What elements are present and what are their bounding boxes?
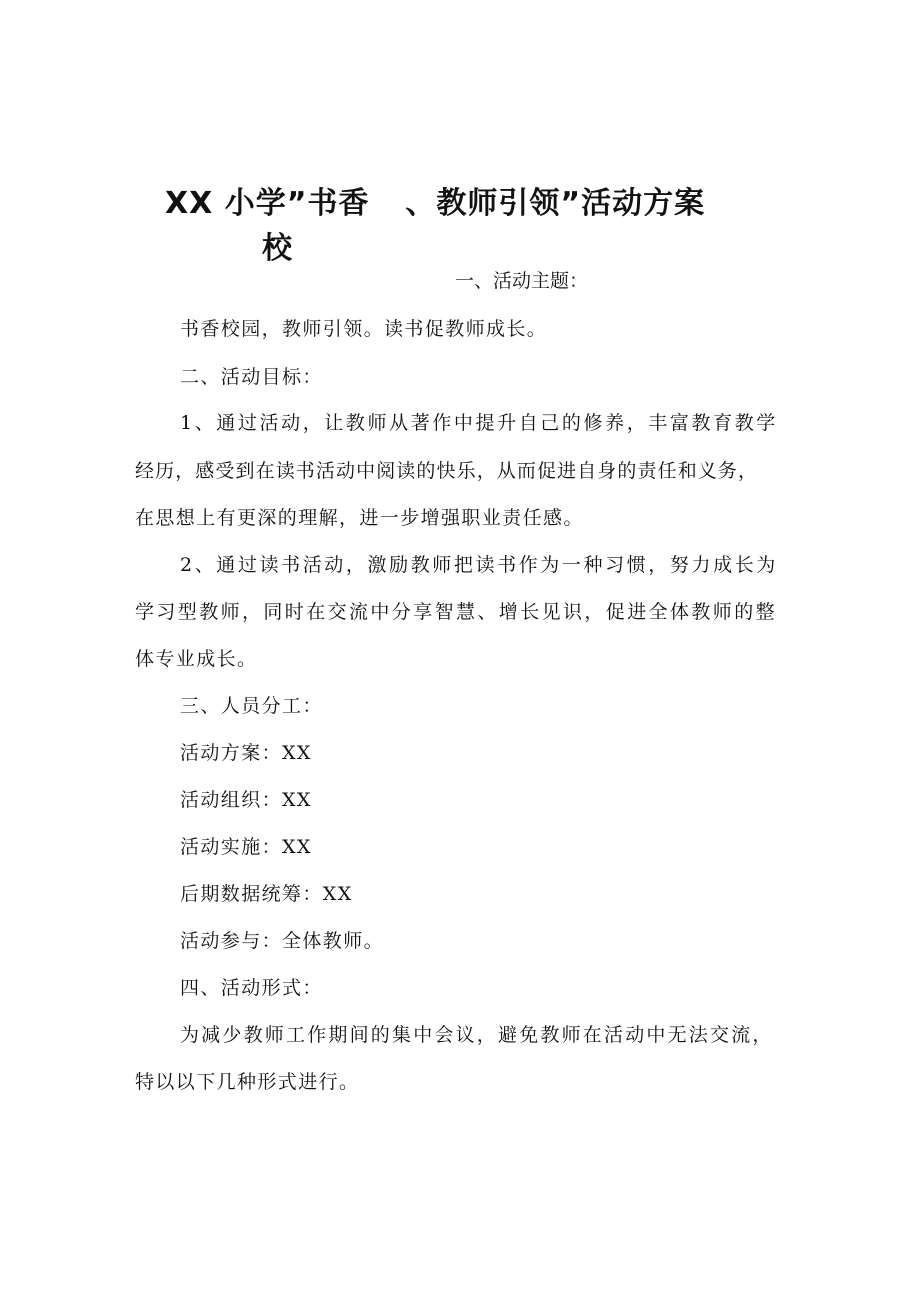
section2-item1-line2: 经历，感受到在读书活动中阅读的快乐，从而促进自身的责任和义务， — [135, 460, 759, 482]
section1-body: 书香校园，教师引领。读书促教师成长。 — [180, 318, 548, 340]
section2-item1-line3: 在思想上有更深的理解，进一步增强职业责任感。 — [135, 507, 584, 529]
title-part-3: 校 — [262, 231, 292, 266]
section4-body-line1: 为减少教师工作期间的集中会议，避免教师在活动中无法交流， — [180, 1024, 774, 1046]
section2-heading: 二、活动目标： — [180, 366, 323, 388]
section2-item2-line1: 2、通过读书活动，激励教师把读书作为一种习惯，努力成长为 — [180, 554, 778, 576]
section1-heading: 一、活动主题： — [455, 270, 589, 292]
section3-heading: 三、人员分工： — [180, 695, 323, 717]
section4-body-line2: 特以以下几种形式进行。 — [135, 1071, 360, 1093]
section3-row-data: 后期数据统筹：XX — [180, 883, 353, 905]
section3-row-participants: 活动参与：全体教师。 — [180, 930, 385, 952]
document-title — [165, 178, 705, 222]
section3-row-implement: 活动实施：XX — [180, 836, 312, 858]
title-part-1: XX 小学”书香 — [165, 186, 370, 221]
section3-row-organize: 活动组织：XX — [180, 789, 312, 811]
title-part-2: 、教师引领”活动方案 — [405, 186, 706, 221]
section2-item1-line1: 1、通过活动，让教师从著作中提升自己的修养，丰富教育教学 — [180, 412, 778, 434]
section2-item2-line3: 体专业成长。 — [135, 648, 258, 670]
section4-heading: 四、活动形式： — [180, 977, 323, 999]
section2-item2-line2: 学习型教师，同时在交流中分享智慧、增长见识，促进全体教师的整 — [135, 601, 778, 623]
section3-row-plan: 活动方案：XX — [180, 742, 312, 764]
